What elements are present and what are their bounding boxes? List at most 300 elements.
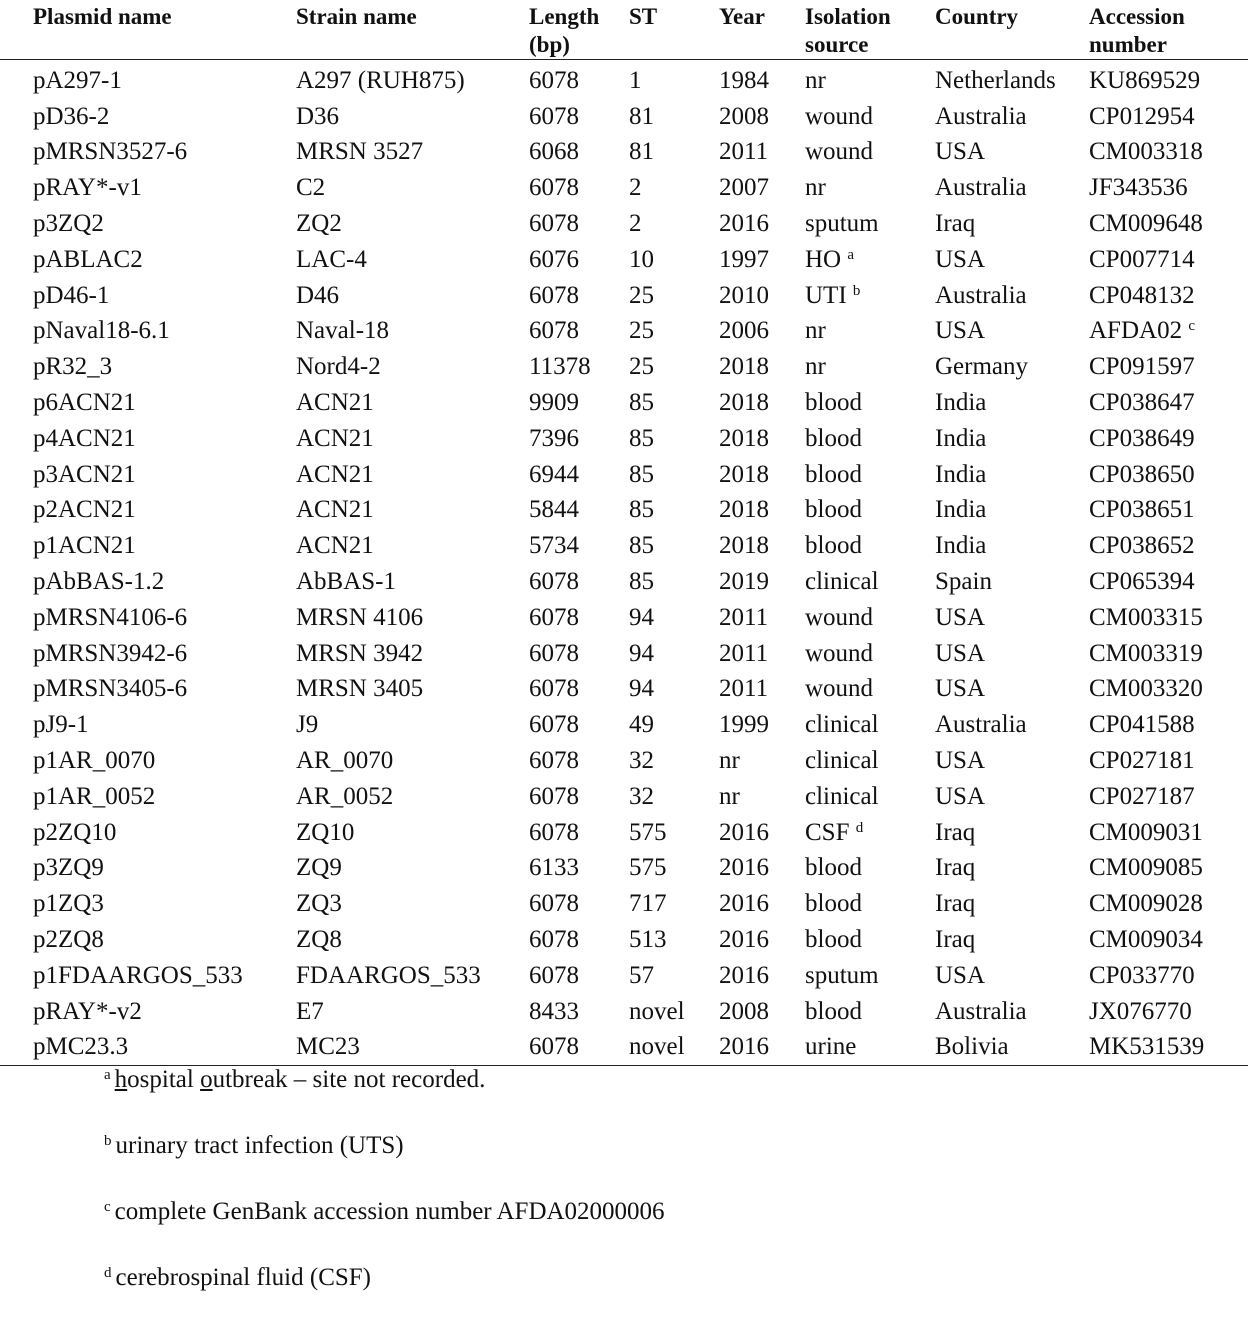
cell-accession-number — [1089, 349, 1248, 385]
cell-strain-name-text: ZQ8 — [296, 926, 342, 954]
footnote-marker: b — [852, 282, 861, 299]
cell-plasmid-name-text: p3ZQ2 — [33, 210, 104, 238]
cell-strain-name — [296, 779, 529, 815]
table-row — [0, 600, 1248, 636]
cell-plasmid-name-text: p3ACN21 — [33, 460, 136, 488]
cell-country — [935, 457, 1089, 493]
cell-isolation-source-text: blood — [805, 854, 862, 882]
cell-strain-name — [296, 636, 529, 672]
footnote-text: complete GenBank accession number AFDA02000006 — [114, 1198, 665, 1225]
cell-strain-name-text: A297 (RUH875) — [296, 66, 465, 94]
cell-length — [529, 385, 629, 421]
cell-year-text: nr — [719, 782, 740, 810]
cell-accession-number-text: CM009085 — [1089, 854, 1203, 882]
cell-length-text: 6078 — [529, 603, 579, 631]
cell-country — [935, 815, 1089, 851]
cell-country-text: USA — [935, 317, 986, 345]
cell-isolation-source-text: nr — [805, 66, 826, 94]
cell-accession-number — [1089, 779, 1248, 815]
cell-length — [529, 349, 629, 385]
cell-accession-number — [1089, 421, 1248, 457]
header-year: Year — [719, 0, 805, 60]
cell-strain-name — [296, 564, 529, 600]
cell-isolation-source-text: wound — [805, 138, 874, 166]
cell-st-text: 2 — [629, 210, 642, 238]
cell-accession-number-text: AFDA02 — [1089, 317, 1183, 345]
cell-st-text: 32 — [629, 782, 654, 810]
cell-isolation-source — [805, 564, 935, 600]
cell-accession-number-text: CP065394 — [1089, 568, 1195, 596]
cell-accession-number-text: CM003315 — [1089, 603, 1203, 631]
cell-strain-name — [296, 886, 529, 922]
cell-strain-name-text: ACN21 — [296, 424, 374, 452]
cell-isolation-source — [805, 815, 935, 851]
cell-length — [529, 99, 629, 135]
cell-isolation-source-text: sputum — [805, 961, 879, 989]
cell-st — [629, 242, 719, 278]
cell-accession-number — [1089, 851, 1248, 887]
cell-strain-name — [296, 349, 529, 385]
footnote-text: ospital — [127, 1066, 201, 1093]
cell-year — [719, 349, 805, 385]
cell-plasmid-name — [0, 815, 296, 851]
cell-strain-name — [296, 1030, 529, 1066]
cell-isolation-source-text: wound — [805, 603, 874, 631]
cell-isolation-source-text: nr — [805, 353, 826, 381]
cell-length-text: 7396 — [529, 424, 579, 452]
cell-accession-number-text: MK531539 — [1089, 1033, 1205, 1061]
footnote-c — [104, 1198, 665, 1264]
cell-year-text: 1999 — [719, 711, 769, 739]
cell-year — [719, 815, 805, 851]
cell-year-text: 2016 — [719, 818, 769, 846]
cell-year-text: 2016 — [719, 926, 769, 954]
cell-strain-name-text: ZQ9 — [296, 854, 342, 882]
cell-isolation-source — [805, 493, 935, 529]
footnote-d — [104, 1264, 665, 1330]
cell-accession-number-text: CP027181 — [1089, 747, 1195, 775]
cell-country-text: Iraq — [935, 854, 976, 882]
cell-plasmid-name-text: p1ACN21 — [33, 532, 136, 560]
cell-st — [629, 815, 719, 851]
cell-strain-name-text: J9 — [296, 711, 319, 739]
cell-strain-name — [296, 672, 529, 708]
footnote-b — [104, 1132, 665, 1198]
table-row — [0, 886, 1248, 922]
cell-country-text: Iraq — [935, 926, 976, 954]
cell-country-text: USA — [935, 603, 986, 631]
cell-strain-name-text: FDAARGOS_533 — [296, 961, 481, 989]
cell-length-text: 6076 — [529, 245, 579, 273]
cell-accession-number — [1089, 457, 1248, 493]
cell-length-text: 5844 — [529, 496, 579, 524]
cell-length — [529, 206, 629, 242]
cell-accession-number-text: CP038647 — [1089, 389, 1195, 417]
cell-accession-number — [1089, 170, 1248, 206]
cell-country-text: Australia — [935, 711, 1027, 739]
cell-isolation-source — [805, 528, 935, 564]
cell-st — [629, 958, 719, 994]
cell-year — [719, 1030, 805, 1066]
cell-accession-number — [1089, 206, 1248, 242]
cell-accession-number — [1089, 242, 1248, 278]
cell-year-text: 1997 — [719, 245, 769, 273]
cell-year — [719, 922, 805, 958]
cell-length — [529, 421, 629, 457]
cell-year-text: 1984 — [719, 66, 769, 94]
table-row — [0, 564, 1248, 600]
cell-accession-number — [1089, 815, 1248, 851]
cell-isolation-source — [805, 672, 935, 708]
cell-country — [935, 242, 1089, 278]
table-row — [0, 958, 1248, 994]
table-row — [0, 636, 1248, 672]
cell-st — [629, 349, 719, 385]
cell-accession-number-text: CP038652 — [1089, 532, 1195, 560]
cell-year — [719, 743, 805, 779]
cell-st — [629, 743, 719, 779]
cell-plasmid-name-text: pMRSN4106-6 — [33, 603, 188, 631]
cell-strain-name — [296, 457, 529, 493]
cell-st — [629, 1030, 719, 1066]
cell-length-text: 6078 — [529, 66, 579, 94]
cell-isolation-source-text: blood — [805, 389, 862, 417]
table-body — [0, 60, 1248, 1066]
header-st: ST — [629, 0, 719, 60]
cell-country-text: USA — [935, 245, 986, 273]
cell-strain-name-text: ACN21 — [296, 389, 374, 417]
cell-isolation-source — [805, 851, 935, 887]
cell-accession-number-text: CP027187 — [1089, 782, 1195, 810]
cell-plasmid-name-text: p1FDAARGOS_533 — [33, 961, 243, 989]
cell-country-text: Netherlands — [935, 66, 1056, 94]
cell-st — [629, 886, 719, 922]
cell-st-text: 25 — [629, 317, 654, 345]
cell-length — [529, 278, 629, 314]
cell-st — [629, 170, 719, 206]
cell-country — [935, 493, 1089, 529]
cell-st-text: 575 — [629, 854, 667, 882]
cell-st — [629, 206, 719, 242]
cell-st — [629, 922, 719, 958]
cell-isolation-source-text: blood — [805, 890, 862, 918]
cell-isolation-source-text: nr — [805, 317, 826, 345]
cell-length — [529, 743, 629, 779]
cell-length — [529, 135, 629, 171]
cell-year-text: 2016 — [719, 890, 769, 918]
cell-isolation-source-text: CSF — [805, 818, 850, 846]
cell-plasmid-name — [0, 457, 296, 493]
cell-st-text: novel — [629, 1033, 685, 1061]
cell-plasmid-name — [0, 206, 296, 242]
cell-st — [629, 99, 719, 135]
cell-strain-name-text: Nord4-2 — [296, 353, 381, 381]
header-length: Length (bp) — [529, 0, 629, 60]
cell-st — [629, 851, 719, 887]
cell-country-text: India — [935, 532, 987, 560]
cell-accession-number — [1089, 60, 1248, 99]
cell-plasmid-name-text: pA297-1 — [33, 66, 122, 94]
cell-strain-name-text: D36 — [296, 102, 340, 130]
table-row — [0, 170, 1248, 206]
cell-country-text: USA — [935, 639, 986, 667]
cell-country — [935, 60, 1089, 99]
cell-plasmid-name-text: p6ACN21 — [33, 389, 136, 417]
table-row — [0, 672, 1248, 708]
cell-strain-name-text: AR_0052 — [296, 782, 394, 810]
cell-isolation-source — [805, 421, 935, 457]
cell-strain-name-text: ACN21 — [296, 532, 374, 560]
cell-year-text: 2019 — [719, 568, 769, 596]
cell-strain-name-text: ACN21 — [296, 496, 374, 524]
table-row — [0, 707, 1248, 743]
cell-accession-number — [1089, 994, 1248, 1030]
cell-year — [719, 493, 805, 529]
footnote-a — [104, 1066, 665, 1132]
cell-accession-number-text: CP038649 — [1089, 424, 1195, 452]
cell-isolation-source-text: blood — [805, 460, 862, 488]
cell-country — [935, 636, 1089, 672]
cell-plasmid-name-text: pMRSN3527-6 — [33, 138, 188, 166]
cell-country-text: USA — [935, 782, 986, 810]
cell-country-text: Iraq — [935, 818, 976, 846]
cell-isolation-source — [805, 779, 935, 815]
cell-country — [935, 851, 1089, 887]
cell-country — [935, 779, 1089, 815]
cell-year-text: 2016 — [719, 1033, 769, 1061]
cell-length — [529, 60, 629, 99]
cell-plasmid-name-text: p2ACN21 — [33, 496, 136, 524]
cell-isolation-source-text: clinical — [805, 711, 879, 739]
cell-isolation-source — [805, 600, 935, 636]
cell-strain-name-text: ZQ2 — [296, 210, 342, 238]
cell-strain-name-text: AR_0070 — [296, 747, 394, 775]
cell-accession-number — [1089, 672, 1248, 708]
cell-strain-name — [296, 60, 529, 99]
cell-accession-number-text: CP012954 — [1089, 102, 1195, 130]
cell-plasmid-name-text: pRAY*-v2 — [33, 997, 142, 1025]
table-row — [0, 922, 1248, 958]
cell-year — [719, 206, 805, 242]
cell-length — [529, 958, 629, 994]
cell-plasmid-name-text: p2ZQ10 — [33, 818, 117, 846]
cell-st-text: 575 — [629, 818, 667, 846]
cell-accession-number — [1089, 886, 1248, 922]
cell-accession-number — [1089, 958, 1248, 994]
cell-strain-name — [296, 528, 529, 564]
cell-length — [529, 564, 629, 600]
cell-st — [629, 278, 719, 314]
cell-st-text: 85 — [629, 460, 654, 488]
cell-year-text: 2018 — [719, 460, 769, 488]
cell-length-text: 6078 — [529, 890, 579, 918]
cell-accession-number — [1089, 135, 1248, 171]
cell-year-text: 2007 — [719, 174, 769, 202]
cell-country — [935, 958, 1089, 994]
cell-isolation-source — [805, 636, 935, 672]
footnote-text: urinary tract infection (UTS) — [115, 1132, 404, 1159]
cell-country-text: Iraq — [935, 210, 976, 238]
cell-length — [529, 994, 629, 1030]
cell-accession-number-text: CP091597 — [1089, 353, 1195, 381]
footnote-marker: a — [104, 1067, 111, 1083]
cell-strain-name — [296, 206, 529, 242]
table-row — [0, 99, 1248, 135]
table-row — [0, 457, 1248, 493]
cell-length — [529, 242, 629, 278]
cell-country-text: Bolivia — [935, 1033, 1009, 1061]
cell-accession-number-text: CM003320 — [1089, 675, 1203, 703]
cell-st-text: 57 — [629, 961, 654, 989]
cell-year — [719, 242, 805, 278]
cell-isolation-source-text: urine — [805, 1033, 857, 1061]
cell-plasmid-name — [0, 1030, 296, 1066]
cell-strain-name — [296, 385, 529, 421]
cell-isolation-source-text: wound — [805, 639, 874, 667]
cell-strain-name — [296, 314, 529, 350]
cell-country — [935, 99, 1089, 135]
cell-st-text: 94 — [629, 675, 654, 703]
cell-year — [719, 851, 805, 887]
cell-year-text: 2018 — [719, 389, 769, 417]
cell-country-text: India — [935, 424, 987, 452]
cell-plasmid-name-text: pRAY*-v1 — [33, 174, 142, 202]
cell-year — [719, 278, 805, 314]
cell-st — [629, 672, 719, 708]
cell-country — [935, 886, 1089, 922]
cell-plasmid-name — [0, 636, 296, 672]
cell-length — [529, 779, 629, 815]
cell-isolation-source — [805, 278, 935, 314]
cell-isolation-source-text: HO — [805, 245, 842, 273]
table-row — [0, 779, 1248, 815]
cell-country-text: Germany — [935, 353, 1029, 381]
cell-st-text: novel — [629, 997, 685, 1025]
cell-plasmid-name-text: pD46-1 — [33, 281, 110, 309]
cell-year-text: 2011 — [719, 675, 769, 703]
footnote-marker: d — [104, 1265, 112, 1281]
cell-strain-name-text: MC23 — [296, 1033, 360, 1061]
cell-length — [529, 457, 629, 493]
cell-st-text: 81 — [629, 102, 654, 130]
cell-country — [935, 994, 1089, 1030]
cell-length — [529, 600, 629, 636]
cell-accession-number-text: CM009028 — [1089, 890, 1203, 918]
table-row — [0, 314, 1248, 350]
cell-country — [935, 170, 1089, 206]
cell-length-text: 6068 — [529, 138, 579, 166]
cell-strain-name-text: D46 — [296, 281, 340, 309]
cell-country — [935, 135, 1089, 171]
cell-year — [719, 60, 805, 99]
cell-length-text: 6078 — [529, 782, 579, 810]
cell-isolation-source-text: wound — [805, 675, 874, 703]
cell-plasmid-name-text: pD36-2 — [33, 102, 110, 130]
cell-strain-name-text: Naval-18 — [296, 317, 390, 345]
cell-strain-name — [296, 815, 529, 851]
cell-country-text: India — [935, 389, 987, 417]
cell-isolation-source-text: blood — [805, 926, 862, 954]
cell-accession-number — [1089, 564, 1248, 600]
cell-year — [719, 672, 805, 708]
cell-isolation-source-text: nr — [805, 174, 826, 202]
cell-year-text: 2011 — [719, 603, 769, 631]
cell-year — [719, 99, 805, 135]
cell-accession-number-text: CM009648 — [1089, 210, 1203, 238]
cell-st — [629, 60, 719, 99]
table-row — [0, 851, 1248, 887]
cell-plasmid-name-text: pMRSN3405-6 — [33, 675, 188, 703]
cell-year — [719, 385, 805, 421]
cell-st — [629, 421, 719, 457]
cell-plasmid-name — [0, 135, 296, 171]
cell-st — [629, 994, 719, 1030]
cell-accession-number-text: CM003318 — [1089, 138, 1203, 166]
cell-strain-name-text: C2 — [296, 174, 326, 202]
cell-st-text: 85 — [629, 568, 654, 596]
cell-year — [719, 421, 805, 457]
cell-plasmid-name-text: p3ZQ9 — [33, 854, 104, 882]
cell-length-text: 6078 — [529, 174, 579, 202]
cell-length — [529, 1030, 629, 1066]
cell-length — [529, 886, 629, 922]
table-row — [0, 206, 1248, 242]
cell-country — [935, 672, 1089, 708]
cell-year — [719, 170, 805, 206]
cell-plasmid-name — [0, 994, 296, 1030]
cell-isolation-source — [805, 457, 935, 493]
cell-plasmid-name — [0, 314, 296, 350]
cell-length-text: 6133 — [529, 854, 579, 882]
cell-country — [935, 206, 1089, 242]
cell-length-text: 9909 — [529, 389, 579, 417]
cell-country — [935, 922, 1089, 958]
cell-accession-number-text: CP033770 — [1089, 961, 1195, 989]
cell-plasmid-name-text: p1AR_0070 — [33, 747, 156, 775]
cell-accession-number — [1089, 600, 1248, 636]
header-plasmid-name: Plasmid name — [0, 0, 296, 60]
table-row — [0, 994, 1248, 1030]
cell-length-text: 8433 — [529, 997, 579, 1025]
cell-plasmid-name-text: p4ACN21 — [33, 424, 136, 452]
cell-year-text: 2010 — [719, 281, 769, 309]
cell-year — [719, 707, 805, 743]
cell-accession-number — [1089, 1030, 1248, 1066]
cell-plasmid-name — [0, 170, 296, 206]
cell-length — [529, 528, 629, 564]
header-isolation-source: Isolation source — [805, 0, 935, 60]
cell-plasmid-name-text: p1ZQ3 — [33, 890, 104, 918]
cell-accession-number — [1089, 743, 1248, 779]
cell-accession-number — [1089, 314, 1248, 350]
footnote-text: o — [200, 1066, 213, 1093]
cell-plasmid-name — [0, 779, 296, 815]
cell-isolation-source — [805, 135, 935, 171]
cell-plasmid-name-text: pABLAC2 — [33, 245, 143, 273]
cell-strain-name-text: ACN21 — [296, 460, 374, 488]
cell-strain-name-text: E7 — [296, 997, 324, 1025]
cell-st-text: 85 — [629, 532, 654, 560]
cell-accession-number — [1089, 528, 1248, 564]
cell-st-text: 49 — [629, 711, 654, 739]
cell-year — [719, 958, 805, 994]
cell-accession-number — [1089, 493, 1248, 529]
cell-strain-name-text: ZQ10 — [296, 818, 355, 846]
cell-isolation-source — [805, 60, 935, 99]
cell-year-text: 2006 — [719, 317, 769, 345]
cell-st-text: 85 — [629, 496, 654, 524]
cell-strain-name — [296, 743, 529, 779]
